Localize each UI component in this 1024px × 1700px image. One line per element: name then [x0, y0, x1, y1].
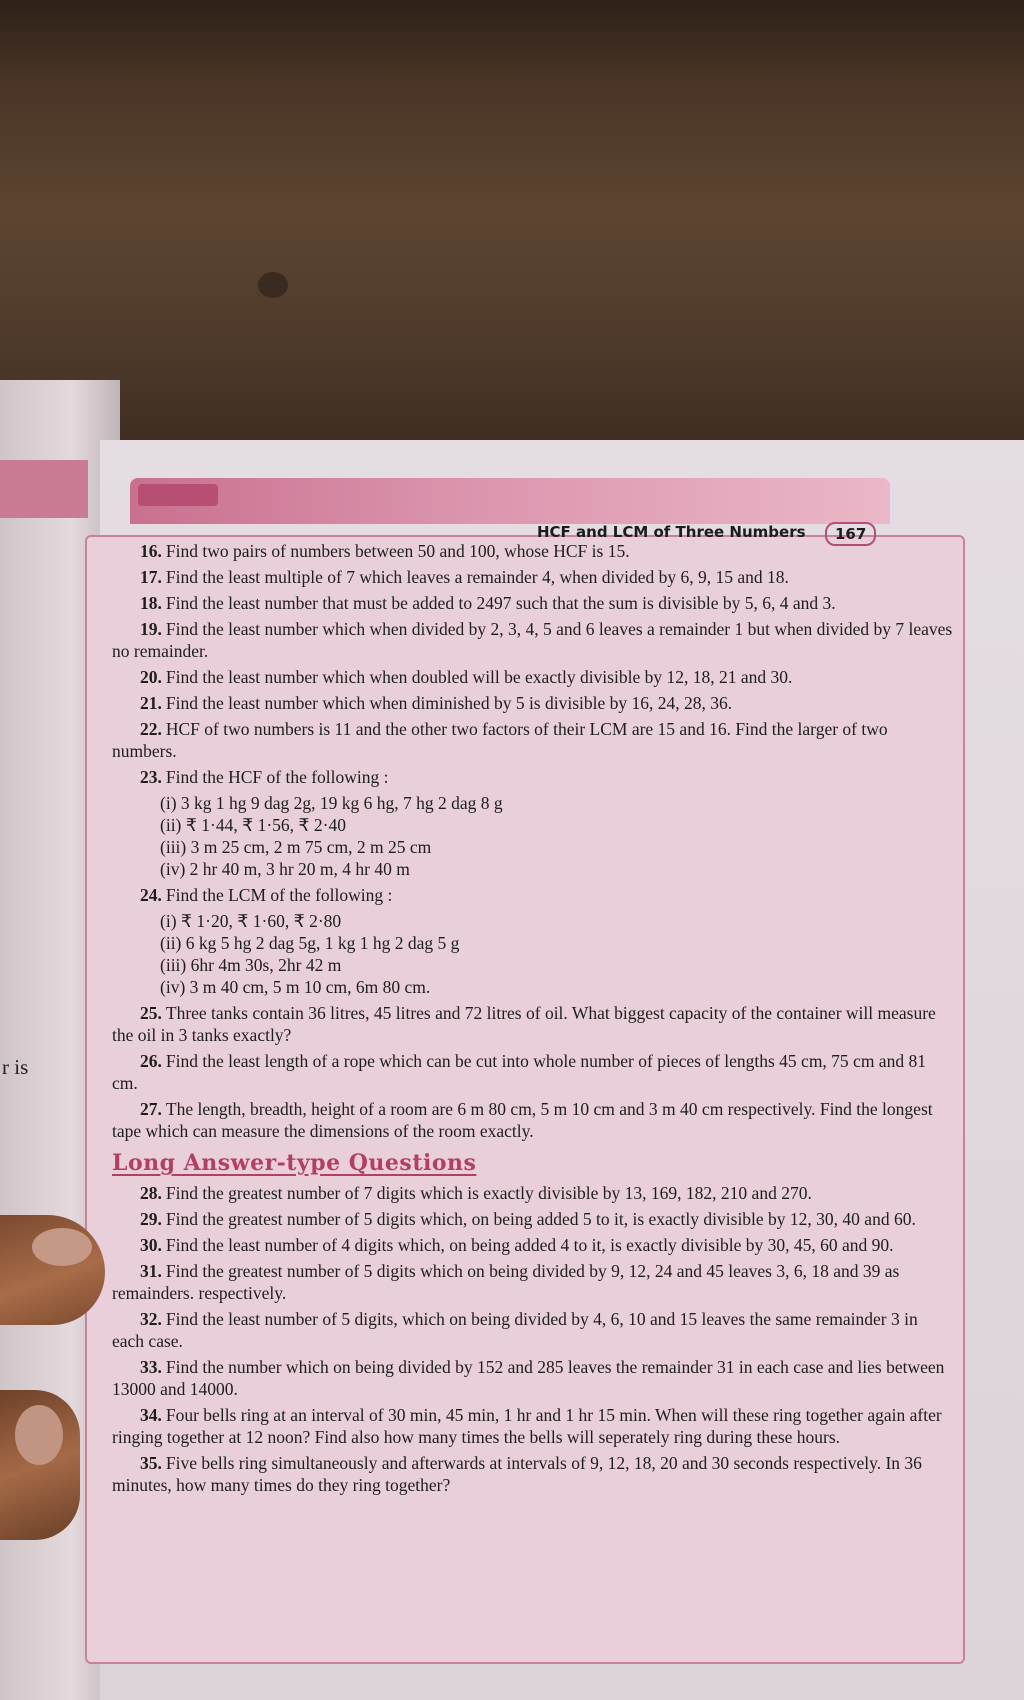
question-30: 30. Find the least number of 4 digits which, on being added 4 to it, is exactly divisible by 30, 45, 60 and 90.	[140, 1235, 894, 1255]
question-31: 31. Find the greatest number of 5 digits which on being divided by 9, 12, 24 and 45 leaves 3, 6, 18 and 39 as remainders. respectively.	[112, 1261, 900, 1303]
question-16: 16. Find two pairs of numbers between 50 and 100, whose HCF is 15.	[140, 541, 630, 561]
list-item: (iii) 3 m 25 cm, 2 m 75 cm, 2 m 25 cm	[160, 837, 432, 857]
question-35: 35. Five bells ring simultaneously and afterwards at intervals of 9, 12, 18, 20 and 30 seconds respectively. In 36 minutes, how many times do they ring together?	[112, 1453, 922, 1495]
wall-hole	[258, 272, 288, 298]
list-item: (ii) ₹ 1·44, ₹ 1·56, ₹ 2·40	[160, 815, 347, 835]
header-band	[130, 478, 890, 524]
header-badge	[138, 484, 218, 506]
thumb-nail	[32, 1228, 92, 1266]
question-23-parts	[160, 792, 954, 880]
list-item: (ii) 6 kg 5 hg 2 dag 5g, 1 kg 1 hg 2 dag 5 g	[160, 933, 460, 953]
question-23: 23. Find the HCF of the following :	[140, 767, 389, 787]
question-20: 20. Find the least number which when doubled will be exactly divisible by 12, 18, 21 and 30.	[140, 667, 793, 687]
page-number: 167	[825, 522, 876, 546]
question-32: 32. Find the least number of 5 digits, which on being divided by 4, 6, 10 and 15 leaves the same remainder 3 in each case.	[112, 1309, 918, 1351]
question-25: 25. Three tanks contain 36 litres, 45 litres and 72 litres of oil. What biggest capacity of the container will measure the oil in 3 tanks exactly?	[112, 1003, 936, 1045]
question-17: 17. Find the least multiple of 7 which leaves a remainder 4, when divided by 6, 9, 15 and 18.	[140, 567, 789, 587]
left-page-tab	[0, 460, 88, 518]
list-item: (iv) 3 m 40 cm, 5 m 10 cm, 6m 80 cm.	[160, 977, 431, 997]
list-item: (i) 3 kg 1 hg 9 dag 2g, 19 kg 6 hg, 7 hg 2 dag 8 g	[160, 793, 503, 813]
list-item: (iii) 6hr 4m 30s, 2hr 42 m	[160, 955, 342, 975]
question-24: 24. Find the LCM of the following :	[140, 885, 393, 905]
question-27: 27. The length, breadth, height of a room are 6 m 80 cm, 5 m 10 cm and 3 m 40 cm respectively. Find the longest tape which can measure the dimensions of the room exactly.	[112, 1099, 933, 1141]
question-28: 28. Find the greatest number of 7 digits which is exactly divisible by 13, 169, 182, 210 and 270.	[140, 1183, 812, 1203]
question-18: 18. Find the least number that must be added to 2497 such that the sum is divisible by 5, 6, 4 and 3.	[140, 593, 836, 613]
finger-nail	[15, 1405, 63, 1465]
list-item: (iv) 2 hr 40 m, 3 hr 20 m, 4 hr 40 m	[160, 859, 410, 879]
wooden-wall-background	[0, 0, 1024, 470]
question-29: 29. Find the greatest number of 5 digits which, on being added 5 to it, is exactly divisible by 12, 30, 40 and 60.	[140, 1209, 916, 1229]
questions-content	[112, 540, 954, 1500]
question-21: 21. Find the least number which when diminished by 5 is divisible by 16, 24, 28, 36.	[140, 693, 733, 713]
question-34: 34. Four bells ring at an interval of 30 min, 45 min, 1 hr and 1 hr 15 min. When will these ring together again after ringing together at 12 noon? Find also how many times the bells will seperately ring during these hours.	[112, 1405, 942, 1447]
question-19: 19. Find the least number which when divided by 2, 3, 4, 5 and 6 leaves a remainder 1 but when divided by 7 leaves no remainder.	[112, 619, 953, 661]
question-24-parts	[160, 910, 954, 998]
question-33: 33. Find the number which on being divided by 152 and 285 leaves the remainder 31 in each case and lies between 13000 and 14000.	[112, 1357, 945, 1399]
left-page-fragment-text: r is	[2, 1055, 29, 1079]
question-26: 26. Find the least length of a rope which can be cut into whole number of pieces of lengths 45 cm, 75 cm and 81 cm.	[112, 1051, 926, 1093]
running-head: HCF and LCM of Three Numbers	[537, 523, 806, 541]
question-22: 22. HCF of two numbers is 11 and the other two factors of their LCM are 15 and 16. Find the larger of two numbers.	[112, 719, 888, 761]
list-item: (i) ₹ 1·20, ₹ 1·60, ₹ 2·80	[160, 911, 342, 931]
section-title: Long Answer-type Questions	[112, 1150, 477, 1176]
